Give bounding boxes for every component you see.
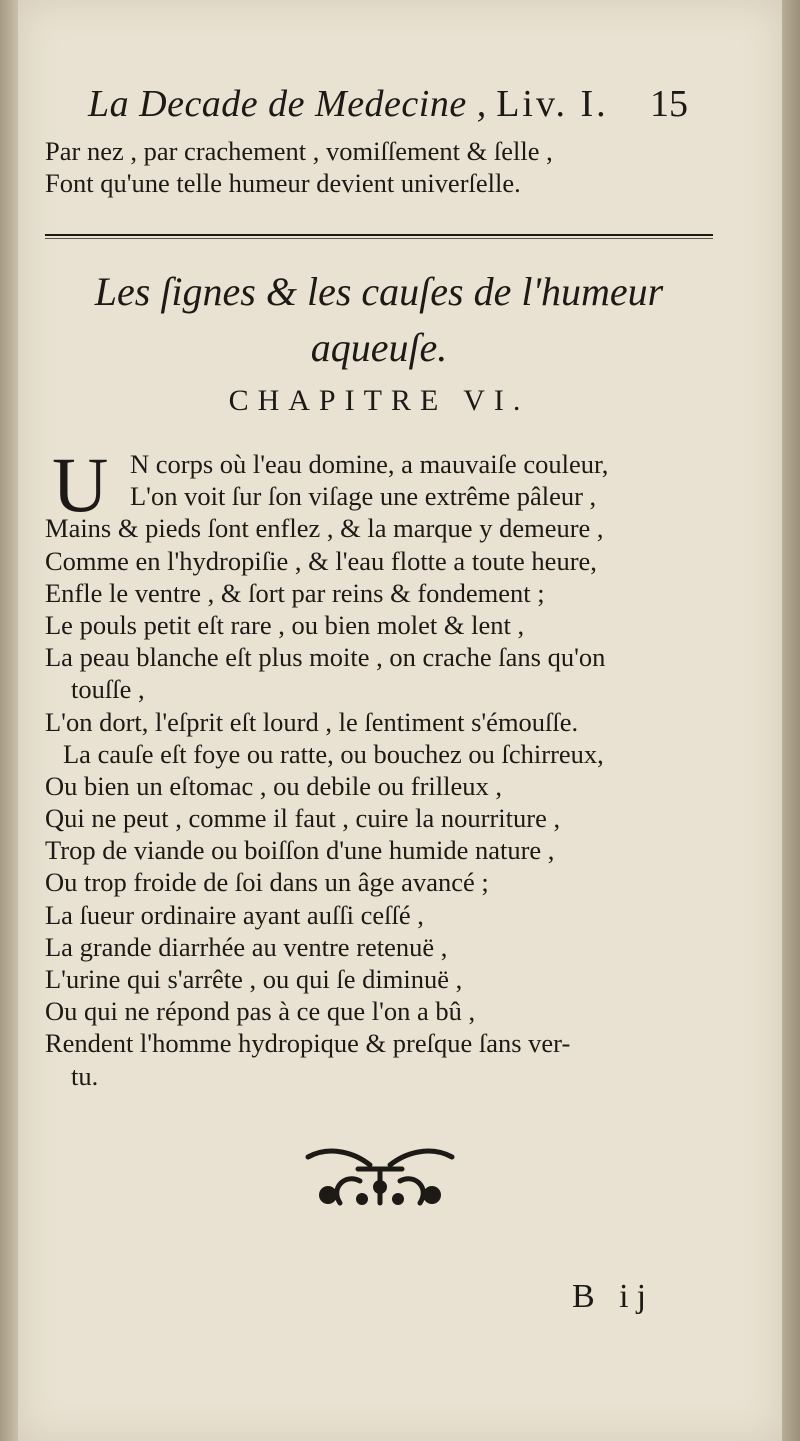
verse-line: Qui ne peut , comme il faut , cuire la nourriture ,: [45, 803, 561, 834]
verse-line: Ou qui ne répond pas à ce que l'on a bû ,: [45, 996, 476, 1027]
carryover-line: Font qu'une telle humeur devient univerſelle.: [45, 168, 521, 198]
chapter-title-line: aqueuſe.: [310, 325, 448, 370]
verse-line: Comme en l'hydropiſie , & l'eau flotte a toute heure,: [45, 545, 597, 576]
running-head-book: Liv. I.: [496, 83, 609, 125]
verse-line: Trop de viande ou boiſſon d'une humide nature ,: [45, 835, 555, 866]
verse-line-continuation: touſſe ,: [71, 674, 145, 705]
verse-line: La peau blanche eſt plus moite , on crache ſans qu'on: [45, 642, 606, 673]
chapter-title-line: Les ſignes & les cauſes de l'humeur: [94, 269, 664, 314]
section-rule-thin: [45, 238, 713, 239]
page-number: 15: [650, 83, 688, 125]
verse-line: La cauſe eſt foye ou ratte, ou bouchez ou ſchirreux,: [63, 738, 604, 769]
verse-line: Mains & pieds ſont enflez , & la marque y demeure ,: [45, 513, 604, 544]
verse-line: Le pouls petit eſt rare , ou bien molet & lent ,: [45, 609, 525, 640]
verse-line: La ſueur ordinaire ayant auſſi ceſſé ,: [45, 899, 424, 930]
verse-line: Ou trop froide de ſoi dans un âge avancé ;: [45, 867, 489, 898]
verse-line: Enfle le ventre , & ſort par reins & fondement ;: [45, 577, 545, 608]
chapter-title: [45, 264, 713, 376]
signature-mark: B ij: [572, 1278, 655, 1315]
page-edge: [782, 0, 800, 1441]
verse-line: L'urine qui s'arrête , ou qui ſe diminuë ,: [45, 964, 463, 994]
printer-ornament-icon: [300, 1143, 460, 1213]
verse-line: La grande diarrhée au ventre retenuë ,: [45, 931, 448, 962]
carryover-line: Par nez , par crachement , vomiſſement & ſelle ,: [45, 136, 553, 166]
running-head-title: La Decade de Medecine ,: [88, 83, 487, 125]
drop-cap: U: [52, 441, 109, 528]
carryover-verse: [45, 135, 685, 199]
verse-body: [45, 441, 715, 1092]
verse-line: L'on dort, l'eſprit eſt lourd , le ſentiment s'émouſſe.: [45, 706, 579, 737]
chapter-number: CHAPITRE VI.: [228, 384, 530, 417]
verse-line: Rendent l'homme hydropique & preſque ſans ver-: [45, 1028, 571, 1059]
verse-line-continuation: tu.: [71, 1060, 99, 1091]
verse-line: L'on voit ſur ſon viſage une extrême pâleur ,: [130, 481, 597, 512]
verse-line: Ou bien un eſtomac , ou debile ou frilleux ,: [45, 770, 503, 801]
page-gutter-shadow: [0, 0, 18, 1441]
running-head: [88, 80, 688, 128]
section-rule: [45, 234, 713, 236]
verse-line: N corps où l'eau domine, a mauvaiſe couleur,: [130, 449, 609, 479]
